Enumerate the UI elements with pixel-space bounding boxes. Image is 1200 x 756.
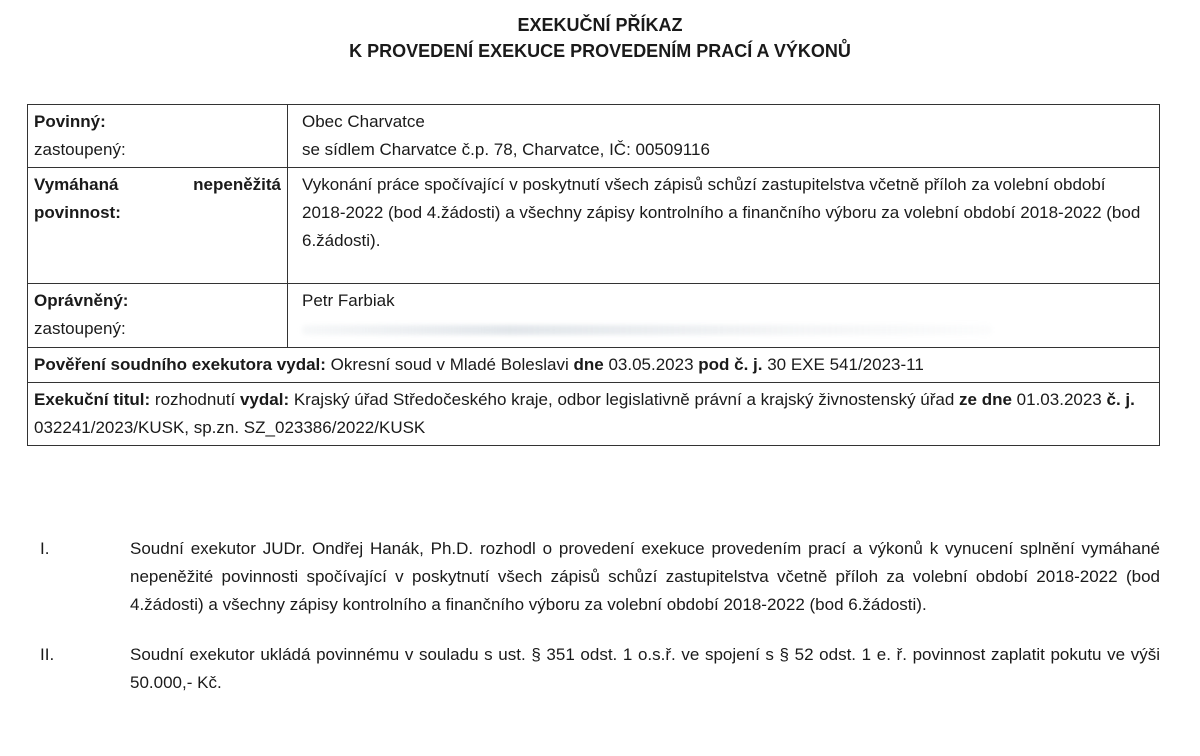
titul-cj-label: č. j. <box>1106 390 1135 409</box>
titul-vydal-label: vydal: <box>239 390 290 409</box>
povinny-value: Obec Charvatce <box>302 112 425 131</box>
obligation-label-word1: Vymáhaná <box>34 175 119 194</box>
titul-date: 01.03.2023 <box>1011 390 1107 409</box>
item-number: II. <box>40 645 55 664</box>
table-row-obligation <box>28 168 1160 284</box>
title-line-2: K PROVEDENÍ EXEKUCE PROVEDENÍM PRACÍ A VÝKONŮ <box>349 41 851 61</box>
item-text: Soudní exekutor JUDr. Ondřej Hanák, Ph.D. rozhodl o provedení exekuce provedením prací a výkonů k vynucení splnění vymáhané nepeněžité povinnosti spočívající v poskytnutí všech zápisů schůzí zastupitelstva včetně příloh za volební období 2018-2022 (bod 4.žádosti) a všechny zápisy kontrolního a finančního výboru za volební období 2018-2022 (bod 6.žádosti). <box>130 539 1160 614</box>
povinny-label: Povinný: <box>34 112 106 131</box>
obligation-value-cell <box>288 168 1160 284</box>
document-title <box>0 12 1200 64</box>
title-line-1: EXEKUČNÍ PŘÍKAZ <box>517 15 683 35</box>
obligation-label-word2: nepeněžitá <box>193 175 281 194</box>
opravneny-value-cell <box>288 284 1160 348</box>
obligation-label-line2: povinnost: <box>34 203 121 222</box>
opravneny-value: Petr Farbiak <box>302 291 395 310</box>
povereni-dne-label: dne <box>573 355 604 374</box>
povinny-label-cell <box>28 105 288 168</box>
obligation-label-line1 <box>34 171 281 199</box>
redaction-blur <box>302 325 992 335</box>
redacted-representative <box>302 315 1153 344</box>
povereni-date: 03.05.2023 <box>603 355 699 374</box>
decision-items <box>40 535 1160 719</box>
titul-reference: 032241/2023/KUSK, sp.zn. SZ_023386/2022/KUSK <box>34 418 426 437</box>
titul-issuer: Krajský úřad Středočeského kraje, odbor legislativně právní a krajský živnostenský úřad <box>289 390 960 409</box>
list-item <box>40 535 1160 619</box>
table-row-povereni <box>28 348 1160 383</box>
opravneny-label: Oprávněný: <box>34 291 129 310</box>
povereni-label: Pověření soudního exekutora vydal: <box>34 355 326 374</box>
titul-zedne-label: ze dne <box>959 390 1012 409</box>
obligation-label-cell <box>28 168 288 284</box>
opravneny-zastoupeny-label: zastoupený: <box>34 319 126 338</box>
item-text: Soudní exekutor ukládá povinnému v souladu s ust. § 351 odst. 1 o.s.ř. ve spojení s § 52 odst. 1 e. ř. povinnost zaplatit pokutu ve výši 50.000,- Kč. <box>130 645 1160 692</box>
povereni-cell <box>28 348 1160 383</box>
zastoupeny-value: se sídlem Charvatce č.p. 78, Charvatce, IČ: 00509116 <box>302 140 710 159</box>
povereni-cj-label: pod č. j. <box>698 355 763 374</box>
item-number: I. <box>40 539 50 558</box>
table-row-opravneny <box>28 284 1160 348</box>
povereni-court: Okresní soud v Mladé Boleslavi <box>325 355 574 374</box>
table-row-titul <box>28 383 1160 446</box>
parties-table <box>27 104 1160 446</box>
list-item <box>40 641 1160 697</box>
povereni-reference: 30 EXE 541/2023-11 <box>762 355 924 374</box>
povinny-value-cell <box>288 105 1160 168</box>
zastoupeny-label: zastoupený: <box>34 140 126 159</box>
titul-label: Exekuční titul: <box>34 390 151 409</box>
opravneny-label-cell <box>28 284 288 348</box>
titul-cell <box>28 383 1160 446</box>
table-row-povinny <box>28 105 1160 168</box>
obligation-value: Vykonání práce spočívající v poskytnutí všech zápisů schůzí zastupitelstva včetně příloh za volební období 2018-2022 (bod 4.žádosti) a všechny zápisy kontrolního a finančního výboru za volební období 2018-2022 (bod 6.žádosti). <box>302 175 1141 250</box>
titul-type: rozhodnutí <box>150 390 240 409</box>
